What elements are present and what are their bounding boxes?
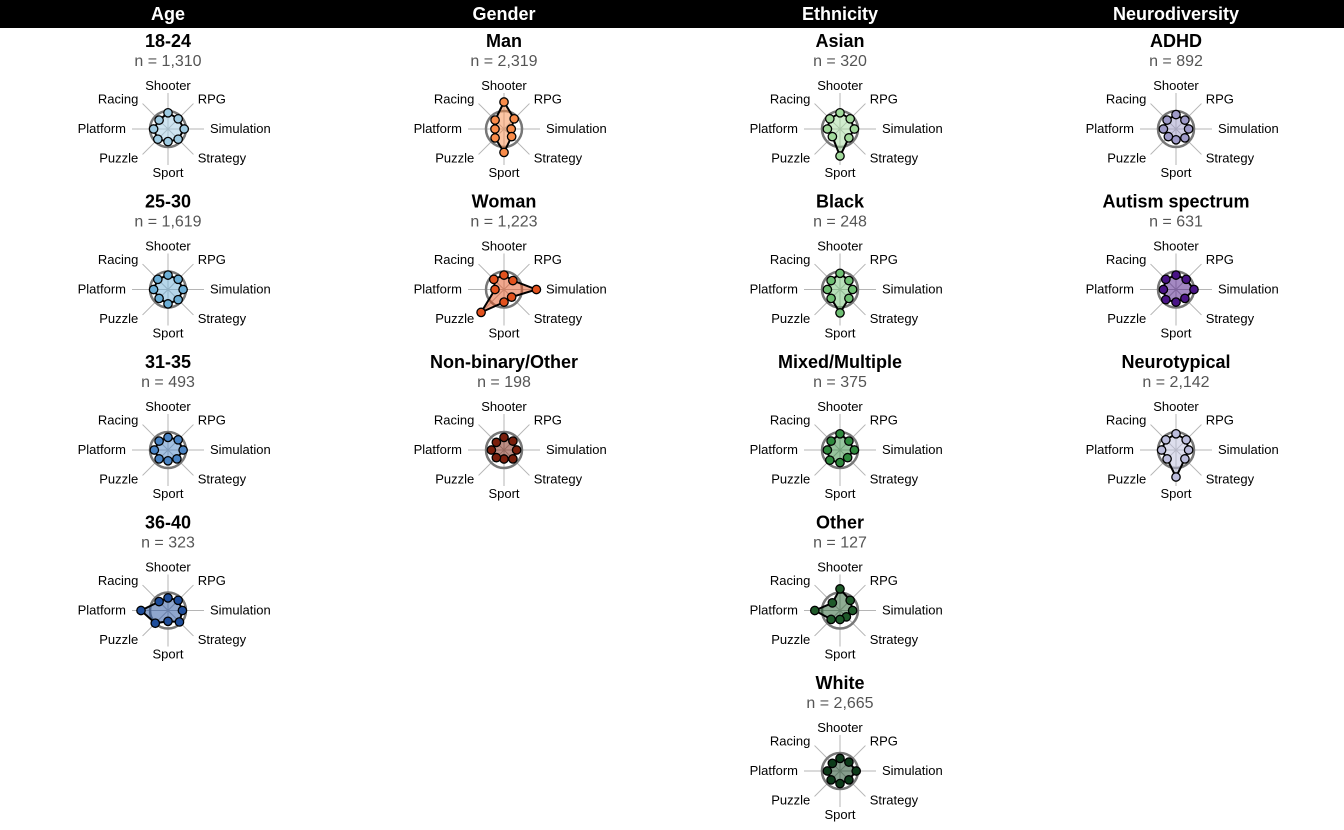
- axis-label-puzzle: Puzzle: [435, 311, 475, 327]
- axis-label-racing: Racing: [769, 91, 811, 107]
- axis-label-sport: Sport: [824, 486, 856, 501]
- data-point-shooter: [836, 269, 844, 277]
- axis-label-racing: Racing: [1105, 412, 1147, 428]
- axis-label-platform: Platform: [1085, 442, 1134, 457]
- axis-label-racing: Racing: [433, 91, 475, 107]
- axis-label-racing: Racing: [769, 412, 811, 428]
- data-point-sport: [164, 300, 172, 308]
- data-point-shooter: [836, 109, 844, 117]
- data-point-puzzle: [155, 294, 163, 302]
- axis-label-rpg: RPG: [869, 91, 898, 107]
- data-point-sport: [500, 455, 508, 463]
- data-point-rpg: [1182, 275, 1190, 283]
- data-point-platform: [1157, 446, 1165, 454]
- axis-label-puzzle: Puzzle: [99, 471, 139, 487]
- axis-label-strategy: Strategy: [197, 471, 247, 487]
- data-point-strategy: [1181, 455, 1189, 463]
- data-point-shooter: [500, 433, 508, 441]
- data-point-simulation: [180, 125, 188, 133]
- data-point-platform: [1159, 285, 1167, 293]
- axis-label-platform: Platform: [77, 121, 126, 136]
- axis-label-rpg: RPG: [869, 572, 898, 588]
- data-point-rpg: [1181, 116, 1189, 124]
- data-point-simulation: [532, 285, 540, 293]
- data-point-simulation: [1184, 446, 1192, 454]
- axis-label-shooter: Shooter: [145, 238, 191, 254]
- axis-label-sport: Sport: [1160, 325, 1192, 341]
- axis-label-platform: Platform: [749, 442, 798, 457]
- axis-label-racing: Racing: [1105, 91, 1147, 107]
- data-point-simulation: [848, 285, 856, 293]
- data-point-simulation: [1184, 125, 1192, 133]
- data-point-racing: [828, 599, 836, 607]
- axis-label-sport: Sport: [152, 165, 184, 180]
- axis-label-strategy: Strategy: [533, 150, 583, 166]
- panel-sample-size: n = 2,665: [806, 695, 874, 712]
- axis-label-simulation: Simulation: [546, 281, 607, 297]
- data-point-strategy: [1181, 294, 1189, 302]
- axis-label-puzzle: Puzzle: [771, 632, 811, 648]
- axis-label-rpg: RPG: [197, 91, 226, 107]
- data-point-platform: [487, 446, 495, 454]
- axis-label-puzzle: Puzzle: [99, 150, 139, 166]
- radar-panel-gender-man: [414, 31, 607, 180]
- axis-label-platform: Platform: [77, 281, 126, 297]
- axis-label-platform: Platform: [749, 121, 798, 136]
- axis-label-racing: Racing: [97, 412, 139, 428]
- data-point-racing: [155, 437, 163, 445]
- data-point-puzzle: [491, 134, 499, 142]
- axis-label-sport: Sport: [824, 165, 856, 180]
- data-point-strategy: [509, 455, 517, 463]
- panel-sample-size: n = 248: [813, 213, 867, 231]
- axis-label-strategy: Strategy: [533, 311, 583, 327]
- axis-label-puzzle: Puzzle: [99, 311, 139, 327]
- axis-label-rpg: RPG: [869, 251, 898, 267]
- data-point-racing: [828, 759, 836, 767]
- axis-label-sport: Sport: [1160, 165, 1192, 180]
- axis-label-shooter: Shooter: [817, 399, 863, 414]
- radar-panel-gender-woman: [414, 192, 607, 341]
- data-point-puzzle: [477, 308, 485, 316]
- axis-label-simulation: Simulation: [210, 281, 271, 297]
- data-point-puzzle: [492, 453, 500, 461]
- data-point-racing: [491, 116, 499, 124]
- axis-label-rpg: RPG: [1205, 412, 1234, 428]
- panel-sample-size: n = 198: [477, 374, 531, 391]
- data-point-rpg: [846, 596, 854, 604]
- data-point-puzzle: [827, 615, 835, 623]
- data-point-racing: [492, 438, 500, 446]
- radar-panel-age-25-30: [78, 192, 271, 341]
- panel-title: White: [815, 673, 865, 693]
- data-point-sport: [164, 457, 172, 465]
- data-point-platform: [137, 606, 145, 614]
- data-point-platform: [150, 446, 158, 454]
- axis-label-simulation: Simulation: [210, 442, 271, 457]
- data-point-rpg: [174, 436, 182, 444]
- data-point-shooter: [1172, 271, 1180, 279]
- axis-label-sport: Sport: [152, 486, 184, 501]
- axis-label-sport: Sport: [488, 165, 520, 180]
- axis-label-racing: Racing: [433, 412, 475, 428]
- radar-panel-ethnicity-white: [750, 673, 943, 822]
- panel-sample-size: n = 1,310: [134, 53, 202, 70]
- axis-label-simulation: Simulation: [546, 121, 607, 136]
- data-point-strategy: [507, 293, 515, 301]
- data-point-platform: [149, 125, 157, 133]
- axis-label-simulation: Simulation: [210, 602, 271, 618]
- panel-sample-size: n = 323: [141, 534, 195, 552]
- data-point-platform: [823, 125, 831, 133]
- data-point-shooter: [164, 594, 172, 602]
- axis-label-strategy: Strategy: [1205, 311, 1255, 327]
- axis-label-racing: Racing: [433, 251, 475, 267]
- axis-label-puzzle: Puzzle: [1107, 311, 1147, 327]
- panel-title: 31-35: [144, 352, 192, 372]
- axis-label-simulation: Simulation: [1218, 442, 1279, 457]
- axis-label-simulation: Simulation: [882, 121, 943, 136]
- axis-label-strategy: Strategy: [533, 471, 583, 487]
- radar-panel-ethnicity-black: [750, 192, 943, 341]
- axis-label-puzzle: Puzzle: [771, 311, 811, 327]
- axis-label-puzzle: Puzzle: [1107, 471, 1147, 487]
- panel-title: 18-24: [144, 31, 192, 51]
- data-point-puzzle: [155, 455, 163, 463]
- axis-label-simulation: Simulation: [546, 442, 607, 457]
- data-point-strategy: [845, 294, 853, 302]
- axis-label-strategy: Strategy: [197, 632, 247, 648]
- radar-panel-neurodiversity-adhd: [1086, 31, 1279, 180]
- radar-panel-age-31-35: [78, 352, 271, 501]
- axis-label-platform: Platform: [77, 602, 126, 618]
- axis-label-rpg: RPG: [533, 251, 562, 267]
- axis-label-simulation: Simulation: [882, 281, 943, 297]
- data-point-sport: [500, 298, 508, 306]
- data-point-rpg: [845, 758, 853, 766]
- axis-label-shooter: Shooter: [817, 559, 863, 575]
- data-point-platform: [823, 767, 831, 775]
- data-point-rpg: [845, 437, 853, 445]
- data-point-simulation: [850, 446, 858, 454]
- panel-sample-size: n = 892: [1149, 53, 1203, 70]
- data-point-shooter: [1172, 430, 1180, 438]
- data-point-strategy: [507, 132, 515, 140]
- axis-label-strategy: Strategy: [869, 311, 919, 327]
- axis-label-shooter: Shooter: [145, 559, 191, 575]
- panel-title: Black: [815, 191, 865, 212]
- axis-label-puzzle: Puzzle: [771, 471, 811, 487]
- data-point-rpg: [846, 115, 854, 123]
- panel-title: Other: [815, 512, 865, 533]
- panel-title: 25-30: [144, 191, 192, 212]
- axis-label-platform: Platform: [749, 602, 798, 618]
- axis-label-racing: Racing: [1105, 251, 1147, 267]
- axis-label-rpg: RPG: [1205, 251, 1234, 267]
- radar-panel-neurodiversity-neurotypical: [1086, 352, 1279, 501]
- panel-title: Non-binary/Other: [429, 352, 579, 372]
- data-point-shooter: [164, 109, 172, 117]
- data-point-sport: [164, 617, 172, 625]
- axis-label-platform: Platform: [749, 763, 798, 778]
- data-point-shooter: [836, 430, 844, 438]
- data-point-platform: [1159, 125, 1167, 133]
- axis-label-platform: Platform: [413, 121, 462, 136]
- panel-title: Mixed/Multiple: [777, 352, 903, 372]
- axis-label-racing: Racing: [769, 251, 811, 267]
- radar-panel-gender-non-binary-other: [414, 352, 607, 501]
- axis-label-strategy: Strategy: [869, 471, 919, 487]
- data-point-puzzle: [828, 132, 836, 140]
- data-point-racing: [1162, 436, 1170, 444]
- axis-label-shooter: Shooter: [145, 399, 191, 414]
- column-header-gender: Gender: [472, 4, 536, 24]
- data-point-sport: [836, 615, 844, 623]
- data-point-simulation: [852, 767, 860, 775]
- axis-label-sport: Sport: [824, 325, 856, 341]
- axis-label-shooter: Shooter: [481, 238, 527, 254]
- data-point-puzzle: [151, 619, 159, 627]
- data-point-racing: [1163, 116, 1171, 124]
- data-point-simulation: [1190, 285, 1198, 293]
- data-point-sport: [836, 152, 844, 160]
- data-point-racing: [490, 275, 498, 283]
- panel-title: ADHD: [1150, 31, 1202, 51]
- axis-label-rpg: RPG: [533, 91, 562, 107]
- data-point-rpg: [509, 276, 517, 284]
- data-point-puzzle: [1163, 455, 1171, 463]
- axis-label-shooter: Shooter: [817, 78, 863, 93]
- panel-sample-size: n = 127: [813, 534, 867, 552]
- column-header-neurodiversity: Neurodiversity: [1112, 4, 1240, 24]
- axis-label-shooter: Shooter: [817, 720, 863, 735]
- panel-sample-size: n = 375: [813, 374, 867, 391]
- data-point-shooter: [164, 271, 172, 279]
- data-point-rpg: [510, 115, 518, 123]
- axis-label-puzzle: Puzzle: [1107, 150, 1147, 166]
- data-point-shooter: [500, 271, 508, 279]
- data-point-racing: [155, 116, 163, 124]
- axis-label-strategy: Strategy: [197, 311, 247, 327]
- axis-label-racing: Racing: [97, 572, 139, 588]
- data-point-racing: [826, 115, 834, 123]
- data-point-puzzle: [826, 456, 834, 464]
- panel-sample-size: n = 2,142: [1142, 374, 1210, 391]
- data-point-sport: [500, 148, 508, 156]
- data-point-racing: [827, 437, 835, 445]
- data-point-strategy: [845, 134, 853, 142]
- panel-sample-size: n = 631: [1149, 213, 1203, 231]
- axis-label-puzzle: Puzzle: [435, 150, 475, 166]
- data-point-platform: [823, 446, 831, 454]
- data-point-shooter: [500, 98, 508, 106]
- axis-label-simulation: Simulation: [210, 121, 271, 136]
- radar-panel-ethnicity-other: [750, 513, 943, 662]
- axis-label-sport: Sport: [152, 325, 184, 341]
- axis-label-sport: Sport: [152, 646, 184, 662]
- axis-label-puzzle: Puzzle: [435, 471, 475, 487]
- axis-label-shooter: Shooter: [481, 78, 527, 93]
- data-point-racing: [1162, 275, 1170, 283]
- panel-title: Neurotypical: [1121, 352, 1231, 372]
- data-point-strategy: [173, 455, 181, 463]
- data-point-rpg: [174, 275, 182, 283]
- axis-label-strategy: Strategy: [1205, 150, 1255, 166]
- data-point-simulation: [850, 125, 858, 133]
- data-point-strategy: [174, 135, 182, 143]
- data-point-racing: [155, 597, 163, 605]
- data-point-shooter: [1172, 110, 1180, 118]
- axis-label-sport: Sport: [824, 807, 856, 822]
- axis-label-shooter: Shooter: [1153, 238, 1199, 254]
- data-point-simulation: [179, 285, 187, 293]
- axis-label-rpg: RPG: [197, 572, 226, 588]
- axis-label-racing: Racing: [97, 91, 139, 107]
- axis-label-rpg: RPG: [197, 412, 226, 428]
- data-point-platform: [491, 285, 499, 293]
- panel-title: Man: [486, 31, 522, 51]
- data-point-strategy: [843, 453, 851, 461]
- radar-panel-age-36-40: [78, 513, 271, 662]
- data-point-puzzle: [827, 776, 835, 784]
- data-point-racing: [827, 276, 835, 284]
- data-point-rpg: [845, 276, 853, 284]
- axis-label-shooter: Shooter: [145, 78, 191, 93]
- data-point-puzzle: [1162, 295, 1170, 303]
- axis-label-shooter: Shooter: [1153, 399, 1199, 414]
- column-header-age: Age: [150, 4, 185, 24]
- panel-title: Autism spectrum: [1102, 191, 1250, 212]
- data-point-sport: [164, 137, 172, 145]
- axis-label-strategy: Strategy: [869, 632, 919, 648]
- data-point-sport: [836, 458, 844, 466]
- axis-label-shooter: Shooter: [481, 399, 527, 414]
- axis-label-strategy: Strategy: [869, 792, 919, 808]
- data-point-sport: [836, 779, 844, 787]
- axis-label-puzzle: Puzzle: [771, 150, 811, 166]
- data-point-racing: [154, 275, 162, 283]
- axis-label-simulation: Simulation: [882, 442, 943, 457]
- axis-label-rpg: RPG: [197, 251, 226, 267]
- radar-panel-neurodiversity-autism-spectrum: [1086, 192, 1279, 341]
- axis-label-platform: Platform: [1085, 121, 1134, 136]
- data-point-strategy: [1181, 134, 1189, 142]
- panel-sample-size: n = 320: [813, 53, 867, 70]
- axis-label-simulation: Simulation: [882, 763, 943, 778]
- data-point-strategy: [175, 618, 183, 626]
- data-point-simulation: [179, 446, 187, 454]
- panel-sample-size: n = 1,619: [134, 213, 202, 231]
- panel-sample-size: n = 2,319: [470, 53, 538, 70]
- axis-label-strategy: Strategy: [1205, 471, 1255, 487]
- data-point-shooter: [836, 754, 844, 762]
- data-point-strategy: [845, 776, 853, 784]
- axis-label-racing: Racing: [97, 251, 139, 267]
- axis-label-sport: Sport: [1160, 486, 1192, 501]
- data-point-rpg: [174, 115, 182, 123]
- axis-label-strategy: Strategy: [197, 150, 247, 166]
- data-point-sport: [1172, 473, 1180, 481]
- data-point-rpg: [509, 437, 517, 445]
- axis-label-simulation: Simulation: [1218, 281, 1279, 297]
- data-point-sport: [836, 309, 844, 317]
- axis-label-platform: Platform: [413, 442, 462, 457]
- data-point-puzzle: [154, 135, 162, 143]
- axis-label-puzzle: Puzzle: [771, 792, 811, 808]
- data-point-shooter: [164, 433, 172, 441]
- data-point-simulation: [512, 446, 520, 454]
- data-point-platform: [491, 125, 499, 133]
- data-point-rpg: [174, 596, 182, 604]
- radar-panel-ethnicity-asian: [750, 31, 943, 180]
- axis-label-shooter: Shooter: [1153, 78, 1199, 93]
- axis-label-rpg: RPG: [1205, 91, 1234, 107]
- axis-label-platform: Platform: [413, 281, 462, 297]
- axis-label-shooter: Shooter: [817, 238, 863, 254]
- data-point-platform: [811, 606, 819, 614]
- radar-panel-age-18-24: [78, 31, 271, 180]
- axis-label-simulation: Simulation: [1218, 121, 1279, 136]
- axis-label-sport: Sport: [488, 486, 520, 501]
- axis-label-puzzle: Puzzle: [99, 632, 139, 648]
- axis-label-platform: Platform: [1085, 281, 1134, 297]
- axis-label-rpg: RPG: [869, 733, 898, 749]
- data-point-platform: [823, 285, 831, 293]
- data-point-platform: [149, 285, 157, 293]
- panel-title: 36-40: [144, 512, 192, 533]
- data-point-strategy: [174, 295, 182, 303]
- panel-title: Asian: [815, 31, 865, 51]
- data-point-shooter: [836, 585, 844, 593]
- data-point-simulation: [178, 606, 186, 614]
- axis-label-platform: Platform: [749, 281, 798, 297]
- axis-label-racing: Racing: [769, 572, 811, 588]
- axis-label-platform: Platform: [77, 442, 126, 457]
- axis-label-rpg: RPG: [869, 412, 898, 428]
- panel-sample-size: n = 493: [141, 374, 195, 391]
- data-point-puzzle: [827, 294, 835, 302]
- radar-panel-ethnicity-mixed-multiple: [750, 352, 943, 501]
- axis-label-rpg: RPG: [533, 412, 562, 428]
- panel-title: Woman: [471, 191, 537, 212]
- data-point-sport: [1172, 298, 1180, 306]
- column-header-ethnicity: Ethnicity: [801, 4, 878, 24]
- panel-sample-size: n = 1,223: [470, 213, 538, 231]
- data-point-rpg: [1182, 436, 1190, 444]
- axis-label-simulation: Simulation: [882, 602, 943, 618]
- axis-label-sport: Sport: [824, 646, 856, 662]
- axis-label-sport: Sport: [488, 325, 520, 341]
- axis-label-racing: Racing: [769, 733, 811, 749]
- data-point-puzzle: [1164, 132, 1172, 140]
- axis-label-strategy: Strategy: [869, 150, 919, 166]
